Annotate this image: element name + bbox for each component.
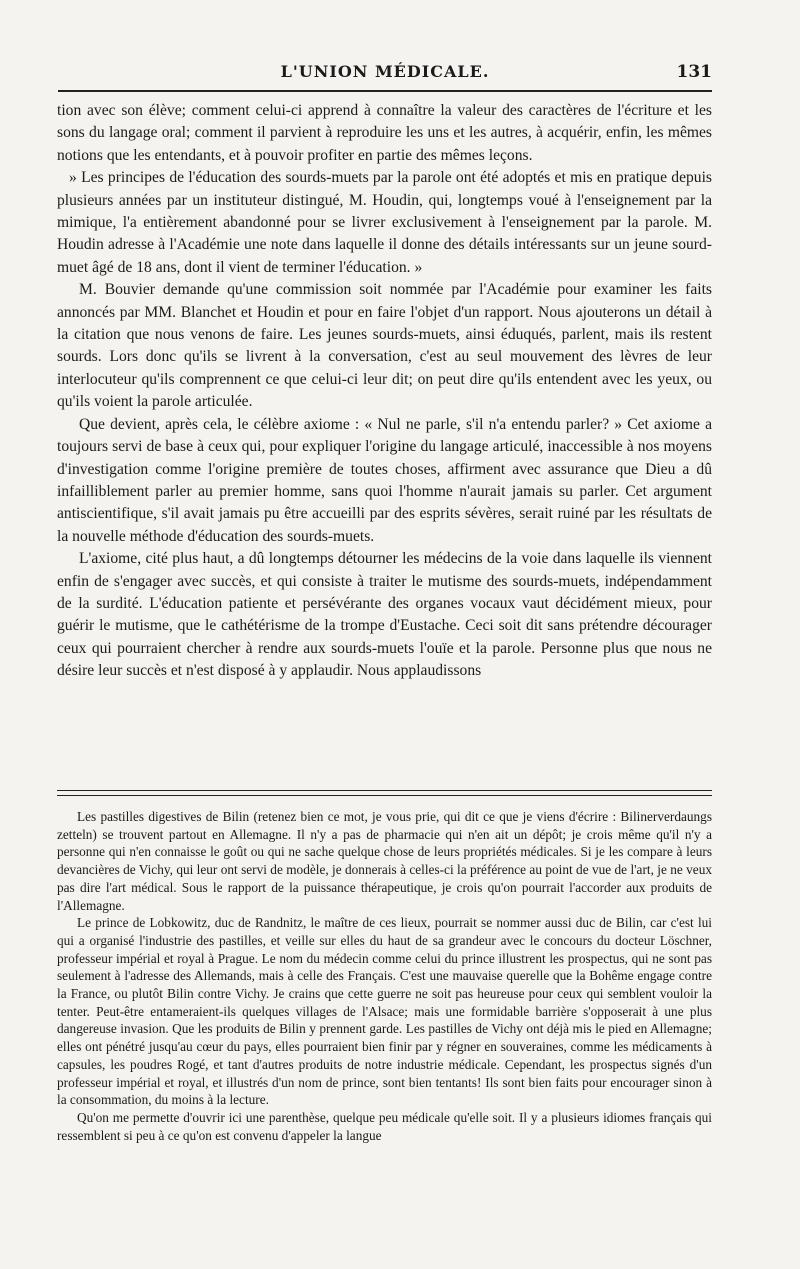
page-number: 131 [676,62,712,82]
header-rule [58,90,712,92]
page-header [58,58,712,88]
feuilleton-paragraph: Qu'on me permette d'ouvrir ici une parenthèse, quelque peu médicale qu'elle soit. Il y a plusieurs idiomes français qui ressemblent si peu à ce qu'on est convenu d'appeler la langue [57,1109,712,1143]
paragraph: L'axiome, cité plus haut, a dû longtemps détourner les médecins de la voie dans laquelle ils viennent enfin de s'engager avec succès, et qui consiste à traiter le mutisme des sourds-muets, indépendamment de la surdité. L'éducation patiente et persévérante des organes vocaux vaut décidément mieux, pour guérir le mutisme, que le cathétérisme de la trompe d'Eustache. Ceci soit dit sans prétendre décourager ceux qui pourraient chercher à rendre aux sourds-muets l'ouïe et la parole. Personne plus que nous ne désire leur succès et n'est disposé à y applaudir. Nous applaudissons [57,550,712,680]
paragraph-continued: tion avec son élève; comment celui-ci apprend à connaître la valeur des caractères de l'écriture et les sons du langage oral; comment il parvient à reproduire les uns et les autres, à acquérir, enfin, les mêmes notions que les entendants, et à pouvoir profiter en partie des mêmes leçons. [57,102,712,164]
feuilleton-text [57,808,712,1144]
footnote-divider [57,790,712,796]
feuilleton-paragraph: Le prince de Lobkowitz, duc de Randnitz, le maître de ces lieux, pourrait se nommer aussi duc de Bilin, car c'est lui qui a organisé l'industrie des pastilles, et veille sur elles du haut de sa grandeur avec le concours du docteur Löschner, professeur impérial et royal à Prague. Le nom du médecin comme celui du prince illustrent les prospectus, qui ne sont pas seulement à l'adresse des Allemands, mais à celle des Français. C'est une mauvaise querelle que la Bohême engage contre la France, ou plutôt Bilin contre Vichy. Je crains que cette guerre ne soit pas heureuse pour ceux qui semblent vouloir la tenter. Peut-être entameraient-ils quelques villages de l'Alsace; mais une formidable barrière s'opposerait à une plus dangereuse invasion. Que les produits de Bilin y prennent garde. Les pastilles de Vichy ont déjà mis le pied en Allemagne; elles ont pénétré jusqu'au cœur du pays, elles pourraient bien finir par y régner en souveraines, comme les médicaments à capsules, les poudres Rogé, et tant d'autres produits de notre industrie médicale. Cependant, les prospectus signés d'un professeur impérial et royal, et illustrés d'un nom de prince, sont bien tentants! Ils sont bien faits pour encourager sinon à la consommation, du moins à la lecture. [57,915,712,1108]
paragraph-quote: » Les principes de l'éducation des sourds-muets par la parole ont été adoptés et mis en pratique depuis plusieurs années par un instituteur distingué, M. Houdin, qui, longtemps voué à l'enseignement par la mimique, l'a entièrement abandonné pour se livrer exclusivement à l'enseignement par la parole. M. Houdin adresse à l'Académie une note dans laquelle il donne des détails intéressants sur un jeune sourd-muet âgé de 18 ans, dont il vient de terminer l'éducation. » [57,169,712,276]
running-title: L'UNION MÉDICALE. [280,62,490,81]
main-text [57,100,712,683]
feuilleton-paragraph: Les pastilles digestives de Bilin (retenez bien ce mot, je vous prie, qui dit ce que je viens d'écrire : Bilinerverdaungs zetteln) se trouvent partout en Allemagne. Il n'y a pas de pharmacie qui n'en ait un dépôt; je crois même qu'il n'y a personne qui n'en connaisse le goût ou qui ne sache quelque chose de leurs propriétés médicales. Si je les compare à leurs devancières de Vichy, qui leur ont servi de modèle, je donnerais à celles-ci la préférence au point de vue de l'art, je ne veux pas dire l'art médical. Sous le rapport de la puissance thérapeutique, je crois qu'on pourrait l'accorder aux produits de l'Allemagne. [57,809,712,913]
paragraph: M. Bouvier demande qu'une commission soit nommée par l'Académie pour examiner les faits annoncés par MM. Blanchet et Houdin et pour en faire l'objet d'un rapport. Nous ajouterons un détail à la citation que nous venons de faire. Les jeunes sourds-muets, ainsi éduqués, parlent, mais ils restent sourds. Lors donc qu'ils se livrent à la conversation, c'est au seul mouvement des lèvres de leur interlocuteur qu'ils comprennent ce que celui-ci leur dit; on peut dire qu'ils entendent avec les yeux, ou qu'ils voient la parole articulée. [57,281,712,411]
paragraph: Que devient, après cela, le célèbre axiome : « Nul ne parle, s'il n'a entendu parler? » Cet axiome a toujours servi de base à ceux qui, pour expliquer l'origine du langage articulé, inaccessible à nos moyens d'investigation comme l'origine première de toutes choses, affirment avec assurance que Dieu a dû infailliblement parler au premier homme, sans quoi l'homme n'aurait jamais su parler. Cet argument antiscientifique, s'il avait jamais pu être accueilli par des esprits sévères, serait ruiné par les résultats de la nouvelle méthode d'éducation des sourds-muets. [57,415,712,545]
